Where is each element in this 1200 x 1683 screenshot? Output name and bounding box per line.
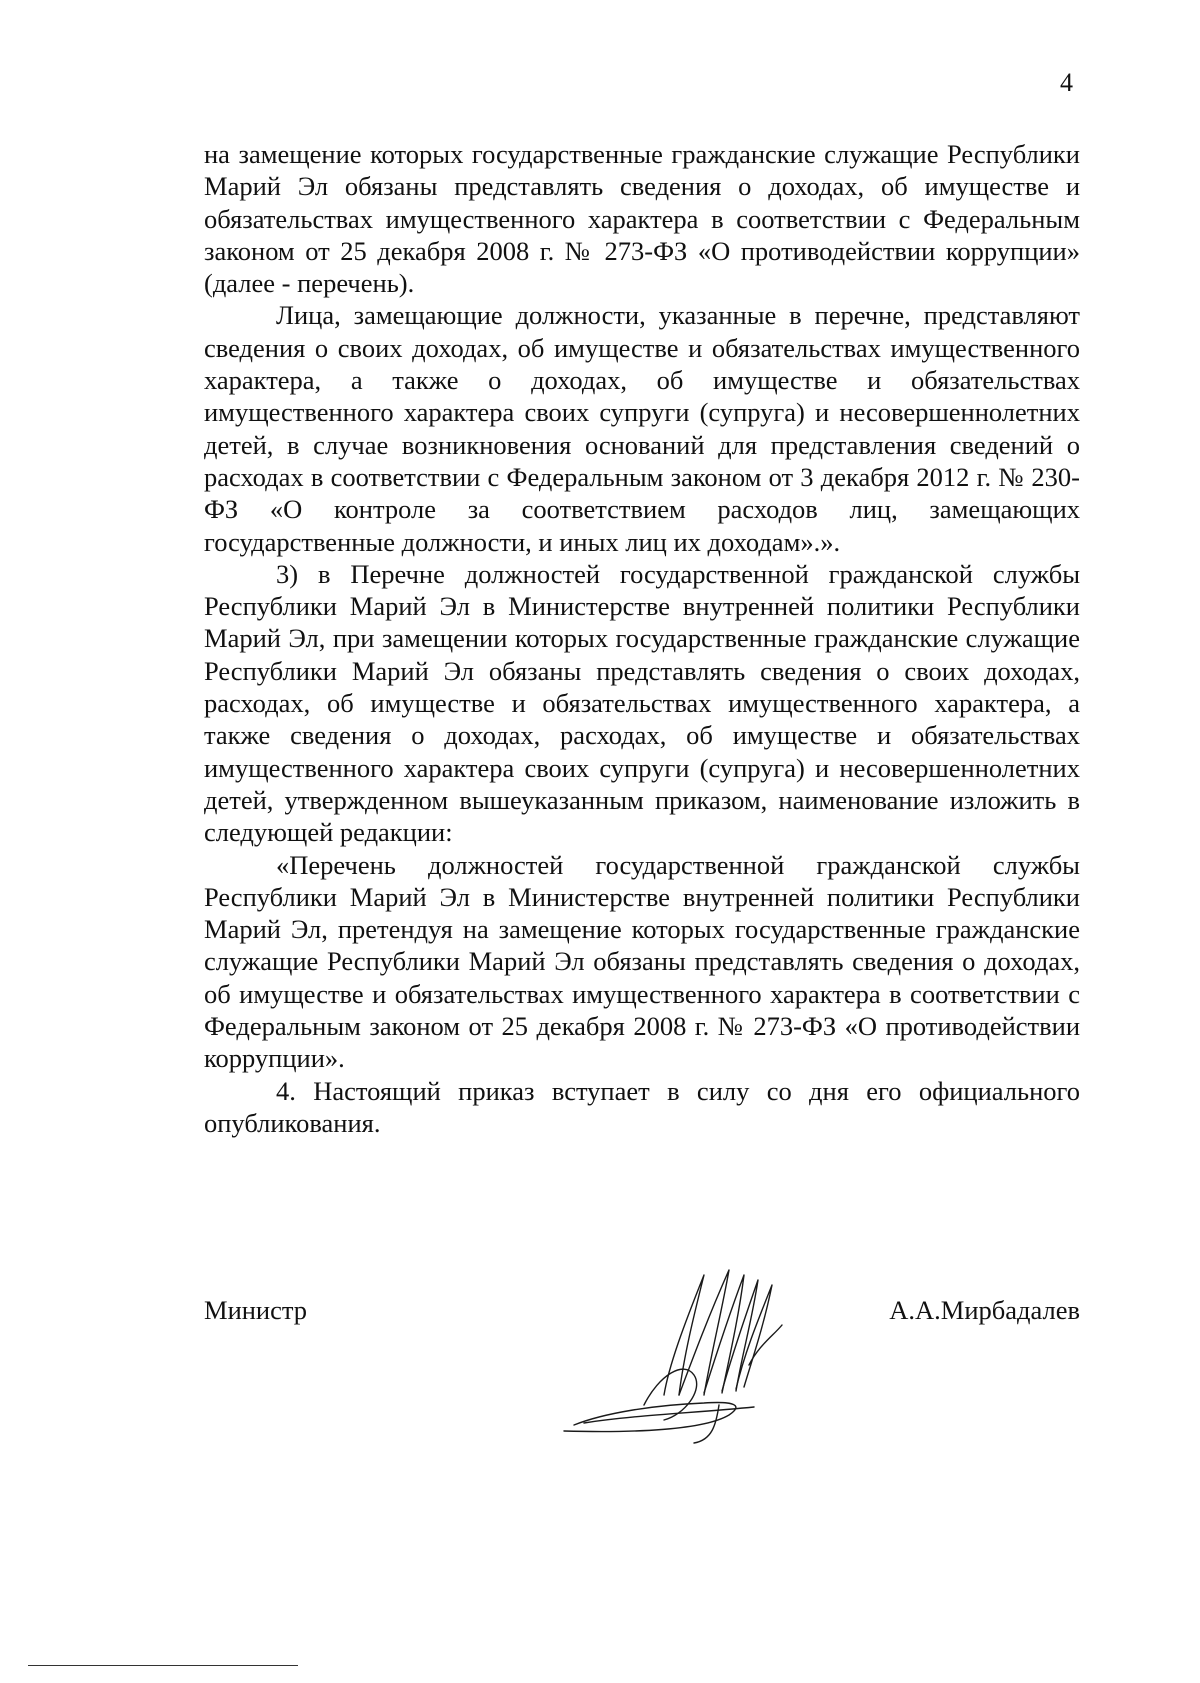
page-number: 4 xyxy=(1060,68,1073,97)
paragraph-persons: Лица, замещающие должности, указанные в перечне, представляют сведения о своих доходах, об имуществе и обязательствах имущественного характера, а также о доходах, об имуществе и обязательствах имущественного характера своих супруги (супруга) и несовершеннолетних детей, в случае возникновения оснований для представления сведений о расходах в соответствии с Федеральным законом от 3 декабря 2012 г. № 230-ФЗ «О контроле за соответствием расходов лиц, замещающих государственные должности, и иных лиц их доходам».». xyxy=(204,300,1080,557)
signature-block xyxy=(204,1295,1080,1435)
paragraph-item-4: 4. Настоящий приказ вступает в силу со дня его официального опубликования. xyxy=(204,1075,1080,1138)
handwritten-signature xyxy=(544,1255,804,1445)
paragraph-continuation: на замещение которых государственные гражданские служащие Республики Марий Эл обязаны представлять сведения о доходах, об имуществе и обязательствах имущественного характера в соответствии с Федеральным законом от 25 декабря 2008 г. № 273-ФЗ «О противодействии коррупции» (далее - перечень). xyxy=(204,139,1080,299)
paragraph-list-title: «Перечень должностей государственной гражданской службы Республики Марий Эл в Министерстве внутренней политики Республики Марий Эл, претендуя на замещение которых государственные гражданские служащие Республики Марий Эл обязаны представлять сведения о доходах, об имуществе и обязательствах имущественного характера в соответствии с Федеральным законом от 25 декабря 2008 г. № 273-ФЗ «О противодействии коррупции». xyxy=(204,849,1080,1074)
document-body xyxy=(204,138,1080,1139)
paragraph-item-3: 3) в Перечне должностей государственной гражданской службы Республики Марий Эл в Министерстве внутренней политики Республики Марий Эл, при замещении которых государственные гражданские служащие Республики Марий Эл обязаны представлять сведения о своих доходах, расходах, об имуществе и обязательствах имущественного характера, а также сведения о доходах, расходах, об имуществе и обязательствах имущественного характера своих супруги (супруга) и несовершеннолетних детей, утвержденном вышеуказанным приказом, наименование изложить в следующей редакции: xyxy=(204,558,1080,848)
footnote-divider xyxy=(28,1665,298,1666)
signer-title: Министр xyxy=(204,1295,308,1325)
signer-name: А.А.Мирбадалев xyxy=(889,1295,1080,1325)
